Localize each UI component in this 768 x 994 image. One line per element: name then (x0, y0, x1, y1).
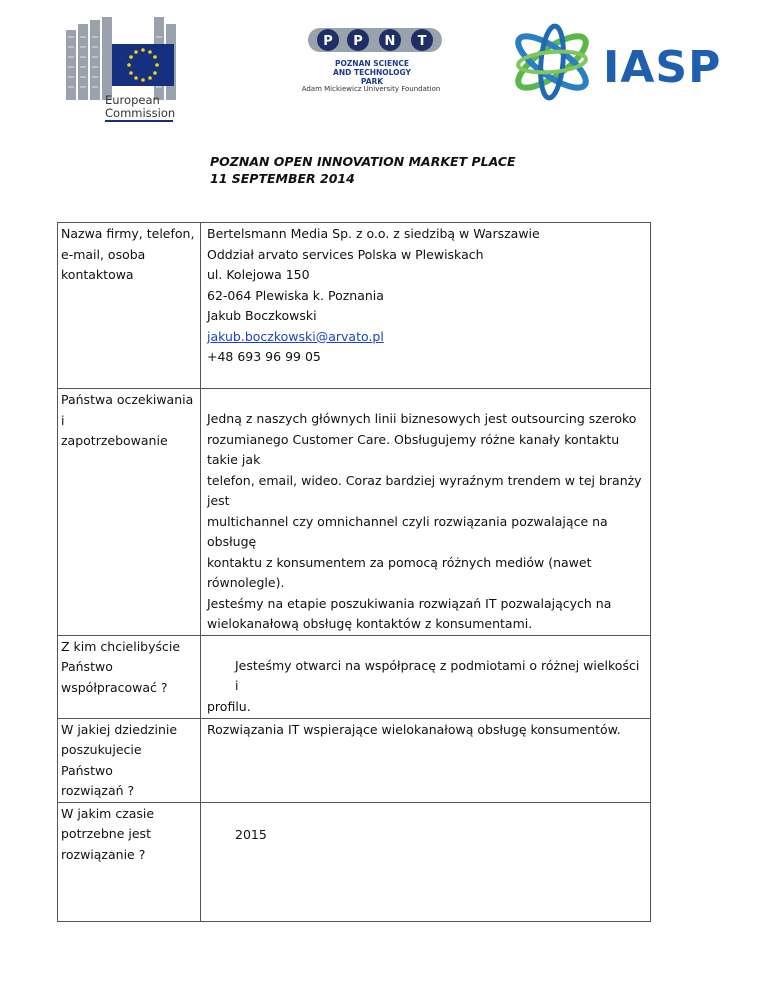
time-row (58, 802, 651, 921)
partners-text-line: profilu. (207, 698, 251, 714)
field-label-line: W jakiej dziedzinie (61, 721, 178, 737)
time-label-cell (58, 802, 201, 921)
field-text: Rozwiązania IT wspierające wielokanałową obsługę konsumentów. (207, 721, 621, 737)
field-value-cell (201, 718, 651, 802)
ppnt-name-line-2: AND TECHNOLOGY PARK (333, 68, 411, 86)
partners-label-line: współpracować ? (61, 679, 168, 695)
company-street: ul. Kolejowa 150 (207, 267, 310, 282)
contact-person: Jakub Boczkowski (207, 308, 317, 323)
ppnt-name-line-1: POZNAN SCIENCE (334, 59, 409, 68)
partners-row (58, 635, 651, 718)
needs-text-line: telefon, email, wideo. Coraz bardziej wyraźnym trendem w tej branży jest (207, 472, 642, 508)
time-label-line: W jakim czasie (61, 805, 155, 821)
time-value-cell (201, 802, 651, 921)
needs-text-line: multichannel czy omnichannel czyli rozwiązania pozwalające na obsługę (207, 513, 608, 549)
needs-value-cell (201, 389, 651, 636)
ec-line-2: Commission (105, 106, 176, 120)
ppnt-letter-4: T (417, 34, 427, 49)
ppnt-letter-3: N (384, 34, 396, 49)
needs-text-line: Jedną z naszych głównych linii biznesowych jest outsourcing szeroko (207, 411, 637, 426)
needs-label-line: zapotrzebowanie (61, 433, 168, 448)
partners-label-cell (58, 635, 201, 718)
field-row (58, 718, 651, 802)
ppnt-letter-2: P (353, 34, 363, 49)
company-label-line: kontaktowa (61, 267, 134, 282)
ppnt-name (322, 59, 422, 86)
needs-label-cell (58, 389, 201, 636)
time-label-line: rozwiązanie ? (61, 846, 146, 862)
contact-email-link[interactable]: jakub.boczkowski@arvato.pl (207, 328, 384, 344)
event-date: 11 SEPTEMBER 2014 (210, 171, 355, 186)
company-city: 62-064 Plewiska k. Poznania (207, 287, 384, 303)
field-label-line: rozwiązań ? (61, 783, 135, 798)
iasp-wordmark: IASP (603, 42, 722, 93)
company-row (58, 223, 651, 389)
header-logos (0, 0, 768, 140)
needs-text-line: Jesteśmy na etapie poszukiwania rozwiązań IT pozwalających na (207, 595, 612, 611)
event-name: POZNAN OPEN INNOVATION MARKET PLACE (210, 154, 516, 169)
partners-value-cell (201, 635, 651, 718)
european-commission-text (105, 94, 175, 120)
partners-label-line: Państwo (61, 659, 113, 674)
company-label-line: Nazwa firmy, telefon, (61, 226, 195, 241)
company-name: Bertelsmann Media Sp. z o.o. z siedzibą w Warszawie (207, 226, 540, 241)
needs-row (58, 389, 651, 636)
time-text: 2015 (235, 826, 267, 842)
time-label-line: potrzebne jest (61, 826, 151, 841)
ppnt-foundation: Adam Mickiewicz University Foundation (301, 85, 441, 93)
contact-phone: +48 693 96 99 05 (207, 349, 321, 364)
ppnt-letter-1: P (323, 34, 333, 49)
needs-label-line: Państwa oczekiwania i (61, 392, 194, 428)
partners-text-line: Jesteśmy otwarci na współpracę z podmiotami o różnej wielkości i (235, 657, 640, 693)
company-branch: Oddział arvato services Polska w Plewiskach (207, 246, 484, 262)
needs-text-line: wielokanałową obsługę kontaktów z konsumentami. (207, 616, 533, 631)
field-label-line: poszukujecie Państwo (61, 742, 142, 778)
company-value-cell (201, 223, 651, 389)
company-label-cell (58, 223, 201, 389)
needs-text-line: kontaktu z konsumentem za pomocą różnych mediów (nawet równolegle). (207, 554, 592, 590)
event-title (210, 153, 516, 187)
needs-text-line: rozumianego Customer Care. Obsługujemy różne kanały kontaktu takie jak (207, 431, 620, 467)
partners-label-line: Z kim chcielibyście (61, 638, 181, 654)
field-label-cell (58, 718, 201, 802)
company-label-line: e-mail, osoba (61, 246, 146, 262)
ec-line-1: European (105, 93, 160, 107)
contact-form-table (57, 222, 651, 922)
